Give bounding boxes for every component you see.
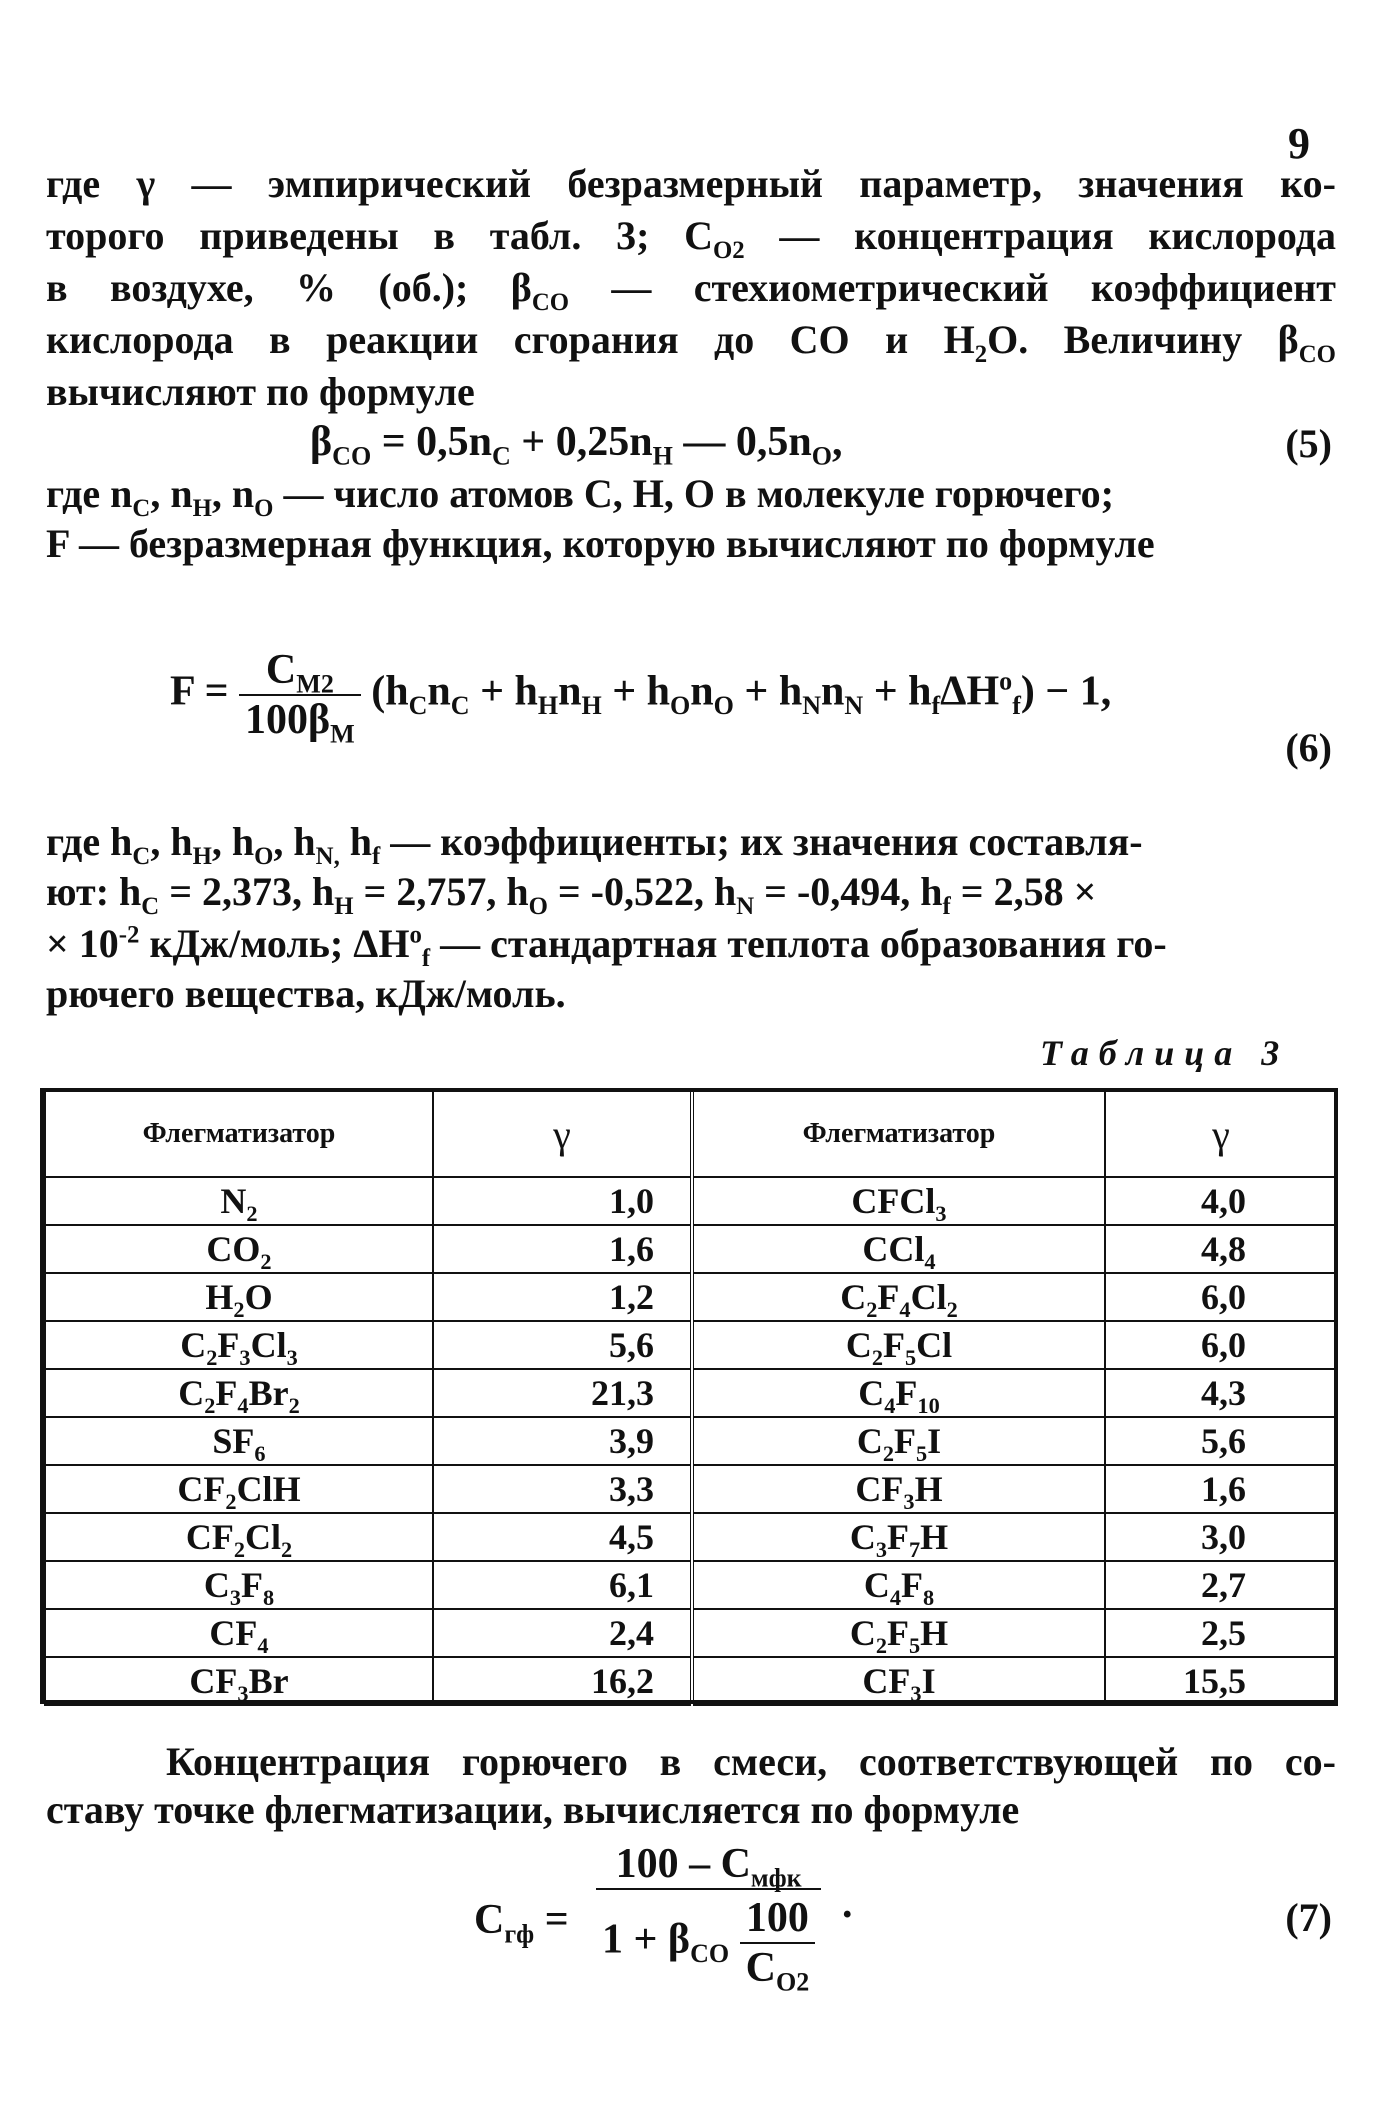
gamma-value-cell: 1,6 [1105,1465,1337,1513]
gamma-value-cell: 1,2 [433,1273,692,1321]
substance-cell: $CF_4$ [45,1609,433,1657]
substance-cell: $C_2F_5Cl$ [692,1321,1105,1369]
gamma-value-cell: 3,0 [1105,1513,1337,1561]
table-row [45,1273,1337,1321]
page-number: 9 [1288,119,1310,168]
phlegmatizer-table [44,1090,1338,1706]
substance-cell: $C_4F_8$ [692,1561,1105,1609]
table-row [45,1561,1337,1609]
column-header: γ [433,1091,692,1177]
gamma-value-cell: 21,3 [433,1369,692,1417]
substance-cell: $CF_3Br$ [45,1657,433,1705]
gamma-value-cell: 1,6 [433,1225,692,1273]
substance-cell: $CF_2Cl_2$ [45,1513,433,1561]
gamma-value-cell: 2,4 [433,1609,692,1657]
text-line: ют: $h_C = 2,373$, $h_H = 2,757$, $h_O = -0,522$, $h_N = -0,494$, $h_f = 2,58$ × [46,869,1097,920]
column-header: Флегматизатор [692,1091,1105,1177]
substance-cell: $C_2F_5H$ [692,1609,1105,1657]
equation-number-6: (6) [1285,725,1332,770]
substance-cell: $CO_2$ [45,1225,433,1273]
gamma-value-cell: 4,3 [1105,1369,1337,1417]
text-line: кислорода в реакции сгорания до CO и $H_2O$. Величину $\beta_{CO}$ [46,317,1336,368]
gamma-value-cell: 3,3 [433,1465,692,1513]
table-row [45,1321,1337,1369]
gamma-value-cell: 15,5 [1105,1657,1337,1705]
substance-cell: $C_2F_4Cl_2$ [692,1273,1105,1321]
table-row [45,1417,1337,1465]
text-line: × $10^{-2}$ кДж/моль; $\Delta H^o_f$ — стандартная теплота образования го- [46,921,1167,972]
substance-cell: $H_2O$ [45,1273,433,1321]
text-line: вычисляют по формуле [46,369,475,414]
substance-cell: $CF_3H$ [692,1465,1105,1513]
inner-fraction: $\frac{100}{C_{O2}}$ [740,1894,816,1992]
substance-cell: $C_3F_8$ [45,1561,433,1609]
gamma-value-cell: 16,2 [433,1657,692,1705]
column-header: γ [1105,1091,1337,1177]
text-line: рючего вещества, кДж/моль. [46,971,566,1016]
substance-cell: $N_2$ [45,1177,433,1225]
fraction: $100 - C_{мфк}$ $1 + \beta_{CO}$ $\frac{100}{C_{O2}}$ [596,1840,821,1992]
gamma-value-cell: 3,9 [433,1417,692,1465]
substance-cell: $C_4F_{10}$ [692,1369,1105,1417]
table-row [45,1657,1337,1705]
substance-cell: CCl$_4$ [692,1225,1105,1273]
gamma-value-cell: 4,8 [1105,1225,1337,1273]
gamma-value-cell: 4,5 [433,1513,692,1561]
substance-cell: $SF_6$ [45,1417,433,1465]
text-line: F — безразмерная функция, которую вычисляют по формуле [46,521,1155,566]
substance-cell: $CF_3I$ [692,1657,1105,1705]
substance-cell: $C_2F_5I$ [692,1417,1105,1465]
equation-number-7: (7) [1285,1895,1332,1940]
text-line: где $n_C$, $n_H$, $n_O$ — число атомов C, H, O в молекуле горючего; [46,471,1114,522]
gamma-value-cell: 2,7 [1105,1561,1337,1609]
equation-number-5: (5) [1285,421,1332,466]
text-line: в воздухе, % (об.); $\beta_{CO}$ — стехиометрический коэффициент [46,265,1336,316]
substance-cell: $C_3F_7H$ [692,1513,1105,1561]
text-line: торого приведены в табл. 3; $C_{O2}$ — концентрация кислорода [46,213,1336,264]
gamma-value-cell: 5,6 [433,1321,692,1369]
fraction: $\frac{C_{M2}}{100\beta_M}$ [239,646,361,744]
text-line: Концентрация горючего в смеси, соответствующей по со- [166,1739,1336,1784]
table-row [45,1513,1337,1561]
column-header: Флегматизатор [45,1091,433,1177]
gamma-value-cell: 4,0 [1105,1177,1337,1225]
gamma-value-cell: 6,0 [1105,1321,1337,1369]
table-header-row [45,1091,1337,1177]
gamma-value-cell: 6,1 [433,1561,692,1609]
substance-cell: $C_2F_3Cl_3$ [45,1321,433,1369]
gamma-value-cell: 5,6 [1105,1417,1337,1465]
gamma-value-cell: 1,0 [433,1177,692,1225]
table-caption: Таблица 3 [1040,1033,1290,1073]
table-row [45,1369,1337,1417]
table-row [45,1465,1337,1513]
substance-cell: $C_2F_4Br_2$ [45,1369,433,1417]
gamma-value-cell: 6,0 [1105,1273,1337,1321]
table-row [45,1609,1337,1657]
text-line: ставу точке флегматизации, вычисляется по формуле [46,1787,1020,1832]
table-row [45,1177,1337,1225]
substance-cell: CFCl$_3$ [692,1177,1105,1225]
gamma-value-cell: 2,5 [1105,1609,1337,1657]
text-line: где γ — эмпирический безразмерный параметр, значения ко- [46,161,1336,206]
table-row [45,1225,1337,1273]
text-line: где $h_C$, $h_H$, $h_O$, $h_{N,}$ $h_f$ — коэффициенты; их значения составля- [46,819,1143,870]
substance-cell: $CF_2ClH$ [45,1465,433,1513]
